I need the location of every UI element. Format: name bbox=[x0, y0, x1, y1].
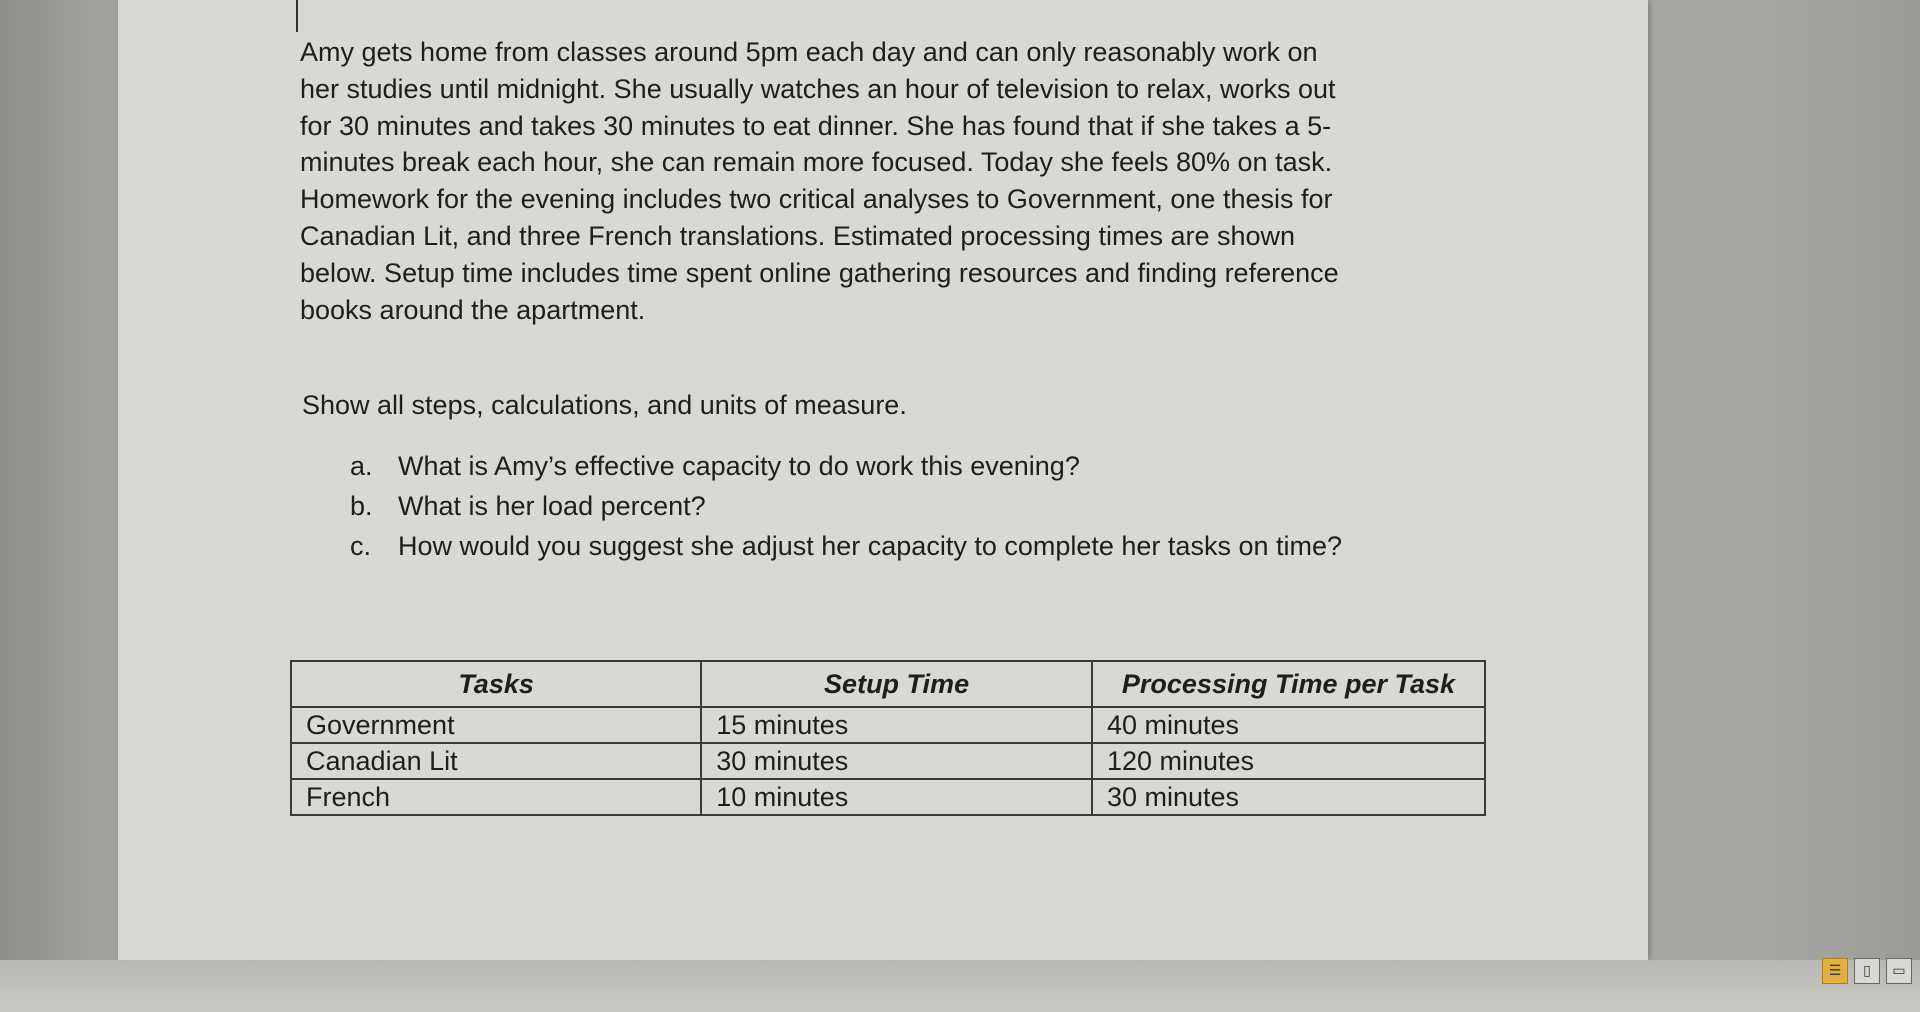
task-name-cell: Government bbox=[291, 707, 701, 743]
task-table bbox=[290, 660, 1486, 816]
paragraph-line: Amy gets home from classes around 5pm each day and can only reasonably work on bbox=[300, 37, 1318, 67]
paragraph-line: Homework for the evening includes two critical analyses to Government, one thesis for bbox=[300, 184, 1333, 215]
question-letter: b. bbox=[350, 491, 373, 521]
question-letter: c. bbox=[350, 531, 372, 561]
question-text: What is her load percent? bbox=[398, 491, 706, 521]
text-cursor bbox=[296, 0, 298, 32]
question-item bbox=[350, 526, 1342, 566]
view-switcher bbox=[1822, 958, 1912, 984]
task-name-cell: Canadian Lit bbox=[291, 743, 701, 779]
table-row bbox=[291, 743, 1485, 779]
paragraph-line: books around the apartment. bbox=[300, 294, 646, 325]
instructions-text: Show all steps, calculations, and units of measure. bbox=[302, 390, 907, 420]
header-processing-time: Processing Time per Task bbox=[1092, 661, 1485, 707]
question-item bbox=[350, 486, 1342, 526]
table-row bbox=[291, 779, 1485, 815]
paragraph-line: Canadian Lit, and three French translations. Estimated processing times are shown bbox=[300, 220, 1296, 251]
setup-time-cell: 10 minutes bbox=[701, 779, 1092, 815]
full-screen-reading-icon[interactable]: ▯ bbox=[1854, 958, 1880, 984]
header-tasks: Tasks bbox=[291, 661, 701, 707]
processing-time-cell: 120 minutes bbox=[1092, 743, 1485, 779]
table-row bbox=[291, 707, 1485, 743]
processing-time-cell: 40 minutes bbox=[1092, 707, 1485, 743]
problem-paragraph bbox=[300, 34, 1480, 328]
setup-time-cell: 30 minutes bbox=[701, 743, 1092, 779]
task-name-cell: French bbox=[291, 779, 701, 815]
paragraph-line: below. Setup time includes time spent online gathering resources and finding reference bbox=[300, 257, 1339, 288]
paragraph-line: for 30 minutes and takes 30 minutes to eat dinner. She has found that if she takes a 5- bbox=[300, 110, 1332, 141]
question-text: What is Amy’s effective capacity to do work this evening? bbox=[398, 451, 1080, 481]
print-layout-icon[interactable]: ☰ bbox=[1822, 958, 1848, 984]
processing-time-cell: 30 minutes bbox=[1092, 779, 1485, 815]
setup-time-cell: 15 minutes bbox=[701, 707, 1092, 743]
web-layout-icon[interactable]: ▭ bbox=[1886, 958, 1912, 984]
paragraph-line: minutes break each hour, she can remain more focused. Today she feels 80% on task. bbox=[300, 147, 1333, 178]
header-setup-time: Setup Time bbox=[701, 661, 1092, 707]
paragraph-line: her studies until midnight. She usually watches an hour of television to relax, works out bbox=[300, 73, 1336, 104]
question-letter: a. bbox=[350, 451, 373, 481]
table-header-row bbox=[291, 661, 1485, 707]
question-item bbox=[350, 446, 1342, 486]
question-text: How would you suggest she adjust her capacity to complete her tasks on time? bbox=[398, 531, 1342, 561]
status-bar bbox=[0, 960, 1920, 1012]
question-list bbox=[350, 446, 1342, 566]
